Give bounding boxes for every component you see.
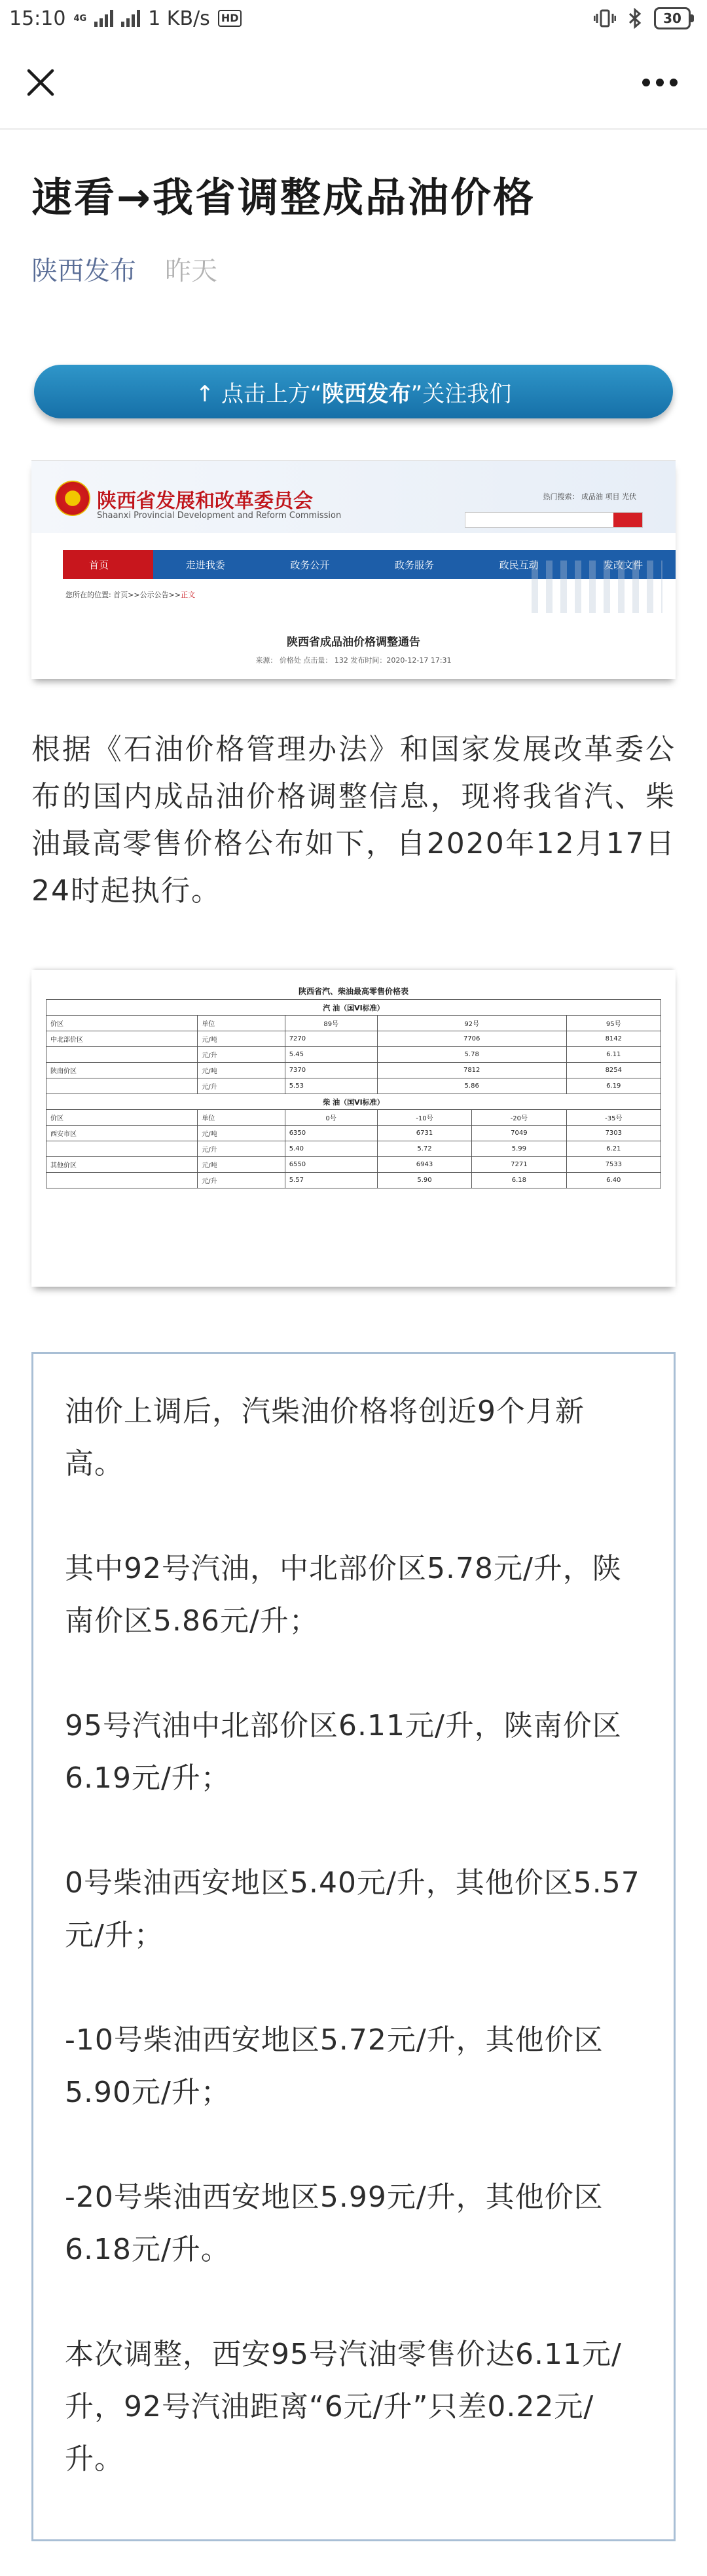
summary-paragraph: -10号柴油西安地区5.72元/升，其他价区5.90元/升；: [65, 2023, 604, 2109]
top-nav-bar: [0, 37, 707, 130]
close-icon: [26, 68, 55, 97]
follow-banner[interactable]: [34, 365, 673, 418]
follow-account: 陕西发布: [321, 380, 411, 407]
table-cell: 7303: [566, 1126, 661, 1141]
battery-icon: [654, 7, 694, 29]
site-search-box: [465, 512, 643, 528]
signal-icon-2: [121, 10, 140, 27]
table-cell: 7049: [472, 1126, 566, 1141]
notice-meta: 来源： 价格处 点击量： 132 发布时间：2020-12-17 17:31: [255, 656, 452, 665]
table-cell: 西安市区: [46, 1126, 198, 1141]
table-cell: 元/吨: [198, 1063, 285, 1078]
close-button[interactable]: [21, 63, 60, 102]
bluetooth-icon: [628, 8, 642, 29]
table-cell: 5.99: [472, 1141, 566, 1157]
table-cell: 6350: [285, 1126, 377, 1141]
table-cell: 5.86: [377, 1078, 566, 1094]
table-cell: 价区: [46, 1110, 198, 1126]
table-cell: -10号: [377, 1110, 471, 1126]
gov-site-header: [31, 461, 676, 533]
summary-box: [31, 1352, 676, 2541]
signal-icon: [94, 10, 113, 27]
hot-search: 热门搜索： 成品油 项目 光伏: [543, 492, 636, 501]
author-link[interactable]: 陕西发布: [31, 256, 136, 286]
breadcrumb-path: 您所在的位置: 首页>>公示公告>>: [65, 591, 181, 599]
summary-paragraph: 油价上调后，汽柴油价格将创近9个月新高。: [65, 1395, 585, 1481]
more-button[interactable]: [640, 63, 680, 102]
table-cell: 单位: [198, 1110, 285, 1126]
search-icon: [613, 513, 642, 527]
table-cell: 5.45: [285, 1047, 377, 1063]
gov-nav-item: 政务服务: [394, 559, 434, 571]
table-cell: 89号: [285, 1016, 377, 1031]
org-name: 陕西省发展和改革委员会: [97, 490, 313, 513]
battery-level: 30: [654, 7, 691, 29]
status-left: [9, 7, 242, 30]
gasoline-header-row: [46, 1016, 661, 1031]
table-cell: 92号: [377, 1016, 566, 1031]
diesel-section: 柴 油（国VI标准）: [46, 1094, 661, 1110]
summary-paragraph: -20号柴油西安地区5.99元/升，其他价区6.18元/升。: [65, 2180, 604, 2266]
table-cell: 价区: [46, 1016, 198, 1031]
table-cell: -35号: [566, 1110, 661, 1126]
table-row: [46, 1173, 661, 1188]
summary-paragraph: 0号柴油西安地区5.40元/升，其他价区5.57元/升；: [65, 1866, 640, 1952]
table-cell: 6943: [377, 1157, 471, 1173]
table-cell: 陕南价区: [46, 1063, 198, 1078]
table-row: [46, 1063, 661, 1078]
network-type: 4G: [73, 13, 87, 24]
table-row: [46, 1047, 661, 1063]
table-cell: 6.21: [566, 1141, 661, 1157]
table-cell: 7533: [566, 1157, 661, 1173]
skyline-decoration: [532, 561, 662, 613]
table-cell: [46, 1173, 198, 1188]
breadcrumb: [65, 589, 195, 600]
follow-suffix: ”关注我们: [410, 380, 512, 407]
vibrate-icon: [594, 9, 616, 28]
national-emblem-icon: [55, 481, 90, 516]
price-table-image[interactable]: [31, 970, 676, 1287]
table-cell: 6.18: [472, 1173, 566, 1188]
table-row: [46, 1031, 661, 1047]
hd-icon: HD: [218, 10, 242, 27]
publish-time: 昨天: [165, 256, 217, 286]
org-name-en: Shaanxi Provincial Development and Reform Commission: [97, 511, 342, 521]
table-cell: 5.78: [377, 1047, 566, 1063]
table-cell: 6.40: [566, 1173, 661, 1188]
table-cell: 元/升: [198, 1173, 285, 1188]
table-cell: 7812: [377, 1063, 566, 1078]
notice-title: 陕西省成品油价格调整通告: [287, 636, 420, 649]
table-cell: 6550: [285, 1157, 377, 1173]
table-cell: 元/吨: [198, 1157, 285, 1173]
gov-nav-home: 首页: [63, 550, 153, 579]
intro-paragraph: 根据《石油价格管理办法》和国家发展改革委公布的国内成品油价格调整信息，现将我省汽、柴油最高零售价格公布如下，自2020年12月17日24时起执行。: [31, 733, 676, 908]
more-dots-icon: [642, 78, 678, 87]
table-cell: 5.40: [285, 1141, 377, 1157]
network-speed: 1 KB/s: [148, 7, 210, 30]
table-row: [46, 1078, 661, 1094]
table-cell: 5.53: [285, 1078, 377, 1094]
price-table: [46, 999, 661, 1188]
table-cell: 6.11: [566, 1047, 661, 1063]
breadcrumb-current: 正文: [181, 591, 196, 599]
table-cell: 5.72: [377, 1141, 471, 1157]
table-cell: 其他价区: [46, 1157, 198, 1173]
table-cell: 元/吨: [198, 1126, 285, 1141]
gov-nav-item: 发改文件: [604, 559, 644, 571]
table-cell: 7706: [377, 1031, 566, 1047]
table-row: [46, 1141, 661, 1157]
table-cell: 元/升: [198, 1141, 285, 1157]
table-cell: 5.90: [377, 1173, 471, 1188]
table-row: [46, 1126, 661, 1141]
table-cell: 0号: [285, 1110, 377, 1126]
table-cell: 95号: [566, 1016, 661, 1031]
table-cell: [46, 1047, 198, 1063]
table-cell: [46, 1078, 198, 1094]
gov-nav-item: 政民互动: [499, 559, 539, 571]
table-cell: 元/升: [198, 1078, 285, 1094]
table-cell: 7370: [285, 1063, 377, 1078]
diesel-header-row: [46, 1110, 661, 1126]
article-meta: [0, 250, 707, 287]
table-cell: 6731: [377, 1126, 471, 1141]
table-cell: [46, 1141, 198, 1157]
table-cell: 中北部价区: [46, 1031, 198, 1047]
table-cell: 7270: [285, 1031, 377, 1047]
table-cell: 5.57: [285, 1173, 377, 1188]
gov-nav-item: 政务公开: [290, 559, 330, 571]
table-cell: 元/升: [198, 1047, 285, 1063]
table-cell: 8254: [566, 1063, 661, 1078]
follow-banner-wrap: [0, 365, 707, 418]
gov-nav-item: 走进我委: [185, 559, 225, 571]
summary-paragraph: 95号汽油中北部价区6.11元/升，陕南价区6.19元/升；: [65, 1709, 622, 1795]
table-cell: -20号: [472, 1110, 566, 1126]
header-screenshot-image[interactable]: [31, 460, 676, 679]
article-title: 速看→我省调整成品油价格: [31, 174, 535, 221]
gasoline-section: 汽 油（国VI标准）: [46, 1000, 661, 1016]
status-bar: [0, 0, 707, 37]
table-cell: 7271: [472, 1157, 566, 1173]
table-cell: 8142: [566, 1031, 661, 1047]
status-right: [594, 7, 694, 29]
table-row: [46, 1157, 661, 1173]
clock: 15:10: [9, 7, 66, 30]
summary-paragraph: 本次调整，西安95号汽油零售价达6.11元/升，92号汽油距离“6元/升”只差0.22元/升。: [65, 2338, 622, 2476]
summary-paragraph: 其中92号汽油，中北部价区5.78元/升，陕南价区5.86元/升；: [65, 1552, 622, 1638]
table-cell: 6.19: [566, 1078, 661, 1094]
price-table-title: 陕西省汽、柴油最高零售价格表: [298, 987, 408, 996]
table-cell: 单位: [198, 1016, 285, 1031]
follow-prefix: ↑ 点击上方“: [195, 380, 322, 407]
table-cell: 元/吨: [198, 1031, 285, 1047]
